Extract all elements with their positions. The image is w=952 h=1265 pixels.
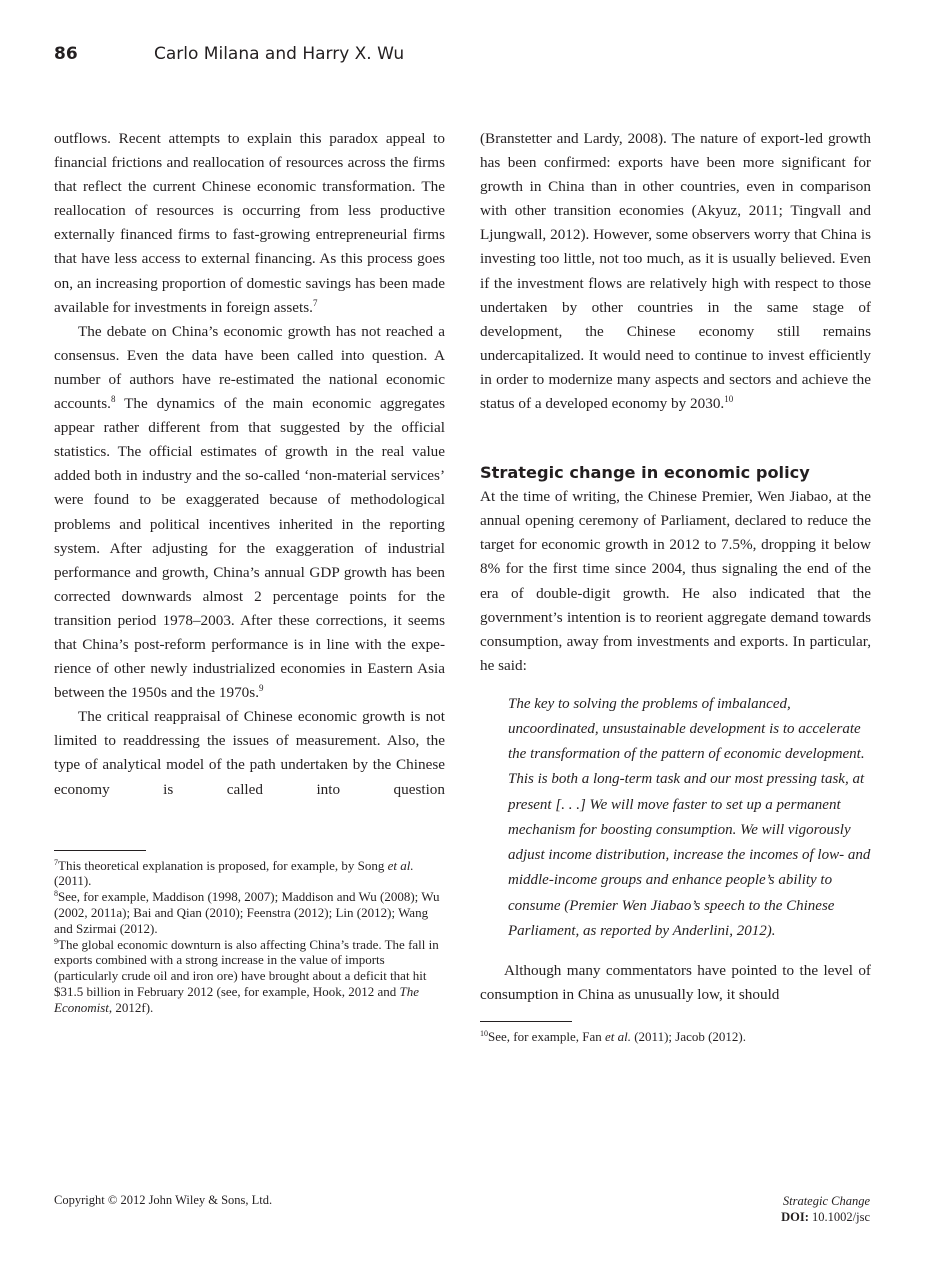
journal-info bbox=[781, 1193, 870, 1225]
body-paragraph: (Branstetter and Lardy, 2008). The nature of export-led growth has been confirmed: exports have been more significant for growth in China than in other countries, even in comparison with other transition economies (Akyuz, 2011; Tingvall and Ljungwall, 2012). However, some observers worry that China is investing too little, not too much, as it is usually believed. Even if the investment flows are relatively high with respect to those undertaken by other countries in the same stage of development, the Chinese economy still remains undercapitalized. It would need to continue to invest efficiently in order to modernize many aspects and sectors and achieve the status of a developed economy by 2030.10 bbox=[480, 130, 871, 413]
footnote: $^8$See, for example, Maddison (1998, 2007); Maddison and Wu (2008); Wu (2002, 2011a); Bai and Qian (2010); Feenstra (2012); Lin (2012); Wang and Szirmai (2012). bbox=[54, 889, 440, 936]
footnote-ref[interactable]: 7 bbox=[312, 297, 318, 308]
footnote-divider bbox=[480, 1021, 572, 1022]
footnote: $^{10}$See, for example, Fan et al. (2011); Jacob (2012). bbox=[480, 1029, 747, 1045]
footnote: $^9$The global economic downturn is also affecting China’s trade. The fall in exports combined with a strong increase in the value of imports (particularly crude oil and iron ore) have brought about a deficit that hit $31.5 billion in February 2012 (see, for example, Hook, 2012 and The Economist, 2012f). bbox=[54, 936, 439, 1015]
footnotes-left bbox=[54, 850, 445, 1016]
footnote-ref[interactable]: 9 bbox=[259, 683, 264, 694]
footnote-divider bbox=[54, 850, 146, 851]
body-paragraph: outflows. Recent attempts to explain this paradox appeal to financial frictions and reallocation of resources across the firms that reflect the current Chinese economic transformation. The reallocation of resources is occurring from less productive externally financed firms to fast-growing entrepreneurial firms that have less access to external financing. As this process goes on, an increasing proportion of domestic savings has been made available for investments in foreign assets.$^7$ bbox=[54, 130, 445, 316]
section-heading: Strategic change in economic policy bbox=[480, 463, 810, 483]
block-quote: The key to solving the problems of imbalanced, uncoordinated, unsustainable development is to accelerate the transformation of the pattern of economic development. This is both a long-term task and our most pressing task, at present [. . .] We will move faster to set up a permanent mechanism for boosting consumption. We will vigorously adjust income distribution, increase the incomes of low- and middle-income groups and enhance people’s ability to consume (Premier Wen Jiabao’s speech to the Chinese Parliament, as reported by Anderlini, 2012). bbox=[508, 695, 871, 939]
page-number: 86 bbox=[54, 44, 78, 64]
body-paragraph: The debate on China’s economic growth has not reached a consensus. Even the data have been called into question. A number of authors have re-estimated the national economic accounts.$^8$ The dynamics of the main economic aggregates appear rather different from that suggested by the official statistics. The official estimates of growth in the real value added both in industry and the so-called ‘non-material services’ were found to be exaggerated because of methodological problems and political incentives inherited in the reporting system. After adjusting for the exaggeration of industrial performance and growth, China’s annual GDP growth has been corrected downwards almost 2 percentage points for the transition period 1978–2003. After these corrections, it seems that China’s post-reform performance is in line with the experience of other newly industrialized economies in Eastern Asia between the 1950s and the 1970s.$^9$ bbox=[54, 322, 445, 702]
copyright-notice: Copyright © 2012 John Wiley & Sons, Ltd. bbox=[54, 1193, 273, 1207]
journal-name: Strategic Change bbox=[782, 1194, 870, 1208]
left-column bbox=[54, 127, 445, 1016]
body-paragraph: The critical reappraisal of Chinese economic growth is not limited to readdressing the issues of measurement. Also, the type of analytical model of the path undertaken by the Chinese economy is called into question bbox=[54, 708, 445, 798]
body-paragraph: At the time of writing, the Chinese Premier, Wen Jiabao, at the annual opening ceremony of Parliament, declared to reduce the target for economic growth in 2012 to 7.5%, dropping it below 8% for the first time since 2004, thus signaling the end of the era of double-digit growth. He also indicated that the government’s intention is to reorient aggregate demand towards consumption, away from investments and exports. In particular, he said: bbox=[480, 488, 871, 674]
body-paragraph: Although many commentators have pointed to the level of consumption in China as unusually low, it should bbox=[480, 961, 871, 1003]
footnote-ref[interactable]: 10 bbox=[724, 394, 734, 405]
doi[interactable]: DOI: 10.1002/jsc bbox=[781, 1210, 870, 1224]
right-column bbox=[480, 127, 871, 1045]
footnote: $^7$This theoretical explanation is proposed, for example, by Song et al. (2011). bbox=[54, 857, 414, 889]
footnotes-right bbox=[480, 1021, 871, 1045]
running-header-authors: Carlo Milana and Harry X. Wu bbox=[154, 44, 405, 64]
footnote-ref[interactable]: 8 bbox=[110, 394, 116, 405]
